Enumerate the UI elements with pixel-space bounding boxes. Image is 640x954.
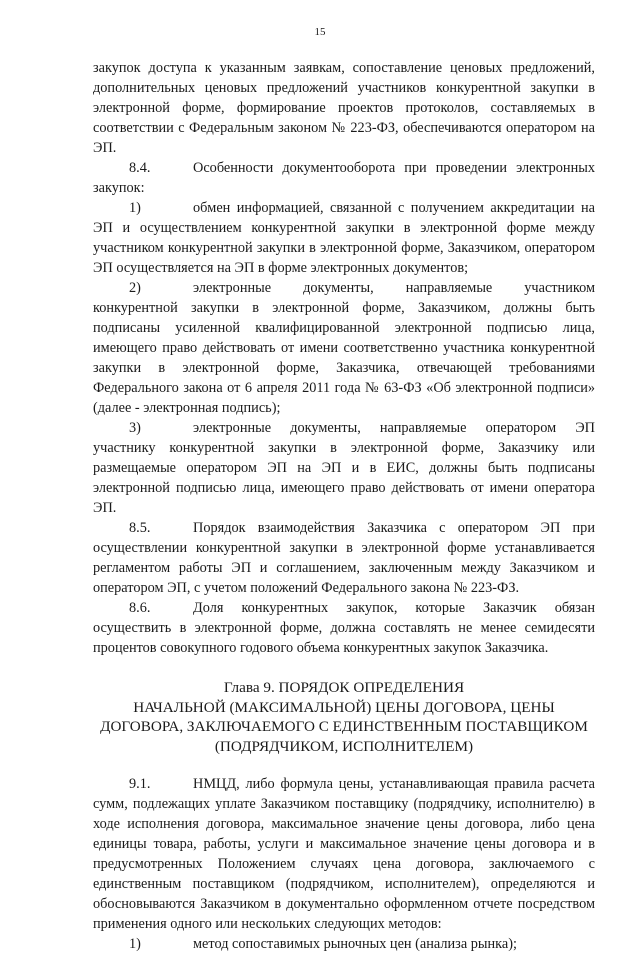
list-item-text: электронные документы, направляемые оператором ЭП участнику конкурентной закупки в электронной форме, Заказчику или размещаемые оператором ЭП на ЭП и в ЕИС, должны быть подписаны электронной подписью лица, имеющего право действовать от имени оператора ЭП. (93, 420, 595, 516)
list-item-1 (93, 198, 595, 278)
list-item-text: метод сопоставимых рыночных цен (анализа рынка); (193, 936, 517, 952)
paragraph-text: Доля конкурентных закупок, которые Заказчик обязан осуществить в электронной форме, должна составлять не менее семидесяти процентов совокупного годового объема конкурентных закупок Заказчика. (93, 600, 595, 656)
paragraph-text: закупок доступа к указанным заявкам, сопоставление ценовых предложений, дополнительных ценовых предложений участников конкурентной закупки в электронной форме, формирование проектов протоколов, составляемых в соответствии с Федеральным законом № 223-ФЗ, обеспечиваются оператором на ЭП. (93, 60, 595, 156)
chapter-title-line: ДОГОВОРА, ЗАКЛЮЧАЕМОГО С ЕДИНСТВЕННЫМ ПОСТАВЩИКОМ (100, 718, 588, 735)
paragraph-continuation (93, 58, 595, 158)
paragraph-9-1 (93, 774, 595, 934)
paragraph-8-4 (93, 158, 595, 198)
paragraph-text: Особенности документооборота при проведении электронных закупок: (93, 160, 595, 196)
paragraph-8-5 (93, 518, 595, 598)
list-item-text: обмен информацией, связанной с получением аккредитации на ЭП и осуществлением конкурентной закупки в электронной форме между участником конкурентной закупки в электронной форме, Заказчиком, оператором ЭП осуществляется на ЭП в форме электронных документов; (93, 200, 595, 276)
list-item-number: 2) (129, 280, 141, 296)
chapter-title-line: НАЧАЛЬНОЙ (МАКСИМАЛЬНОЙ) ЦЕНЫ ДОГОВОРА, ЦЕНЫ (133, 698, 555, 716)
chapter-heading (93, 678, 595, 756)
list-item-text: электронные документы, направляемые участником конкурентной закупки в электронной форме, Заказчиком, должны быть подписаны усиленной квалифицированной электронной подписью лица, имеющего право действовать от имени соответственно участника конкурентной закупки в электронной форме, Заказчика, отвечающей требованиями Федерального закона от 6 апреля 2011 года № 63-ФЗ «Об электронной подписи» (далее - электронная подпись); (93, 280, 595, 416)
paragraph-text: НМЦД, либо формула цены, устанавливающая правила расчета сумм, подлежащих уплате Заказчиком поставщику (подрядчику, исполнителю) в ходе исполнения договора, максимальное значение цены договора, либо цена единицы товара, работы, услуги и максимальное значение цены договора и в предусмотренных Положением случаях цена договора, заключаемого с единственным поставщиком (подрядчиком, исполнителем), определяются и обосновываются Заказчиком в документально оформленном отчете посредством применения одного или нескольких следующих методов: (93, 776, 595, 932)
paragraph-number: 8.6. (129, 600, 151, 616)
paragraph-8-6 (93, 598, 595, 658)
paragraph-text: Порядок взаимодействия Заказчика с оператором ЭП при осуществлении конкурентной закупки в электронной форме устанавливается регламентом работы ЭП и соглашением, заключенным между Заказчиком и оператором ЭП, с учетом положений Федерального закона № 223-ФЗ. (93, 520, 595, 596)
page-number: 15 (314, 26, 326, 38)
paragraph-number: 8.4. (129, 160, 151, 176)
spacer (93, 658, 595, 678)
list-item-2 (93, 278, 595, 418)
list-item-number: 3) (129, 420, 141, 436)
paragraph-number: 8.5. (129, 520, 151, 536)
spacer (93, 756, 595, 774)
chapter-title-line: Глава 9. ПОРЯДОК ОПРЕДЕЛЕНИЯ (223, 679, 465, 696)
list-item-number: 1) (129, 936, 141, 952)
document-body (93, 58, 595, 954)
list-item-1 (93, 934, 595, 954)
list-item-3 (93, 418, 595, 518)
paragraph-number: 9.1. (129, 776, 151, 792)
chapter-title-line: (ПОДРЯДЧИКОМ, ИСПОЛНИТЕЛЕМ) (214, 737, 474, 755)
list-item-number: 1) (129, 200, 141, 216)
